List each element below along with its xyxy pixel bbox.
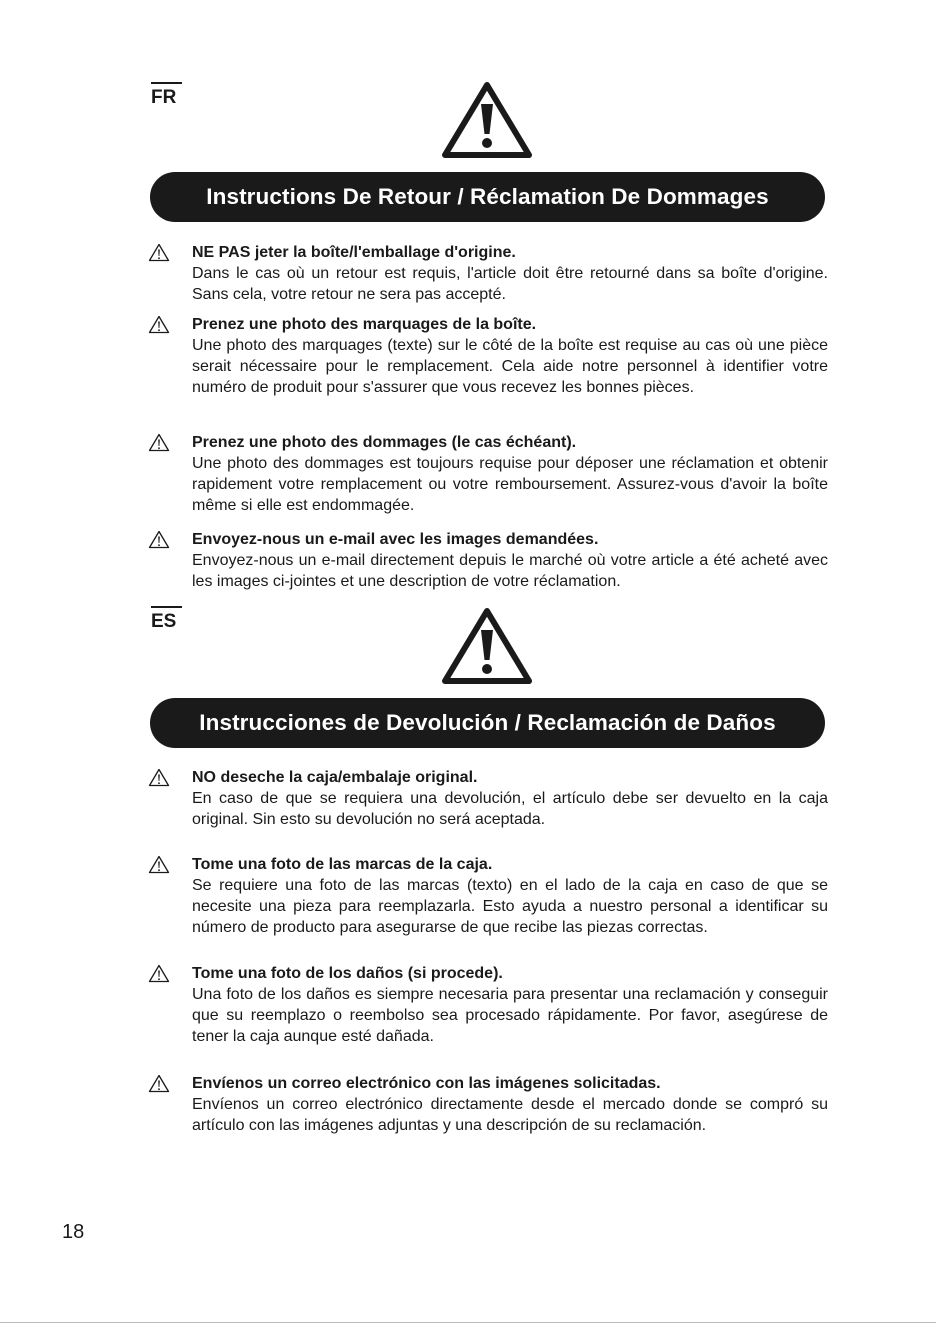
instruction-title: Envoyez-nous un e-mail avec les images demandées. (192, 531, 599, 548)
instruction-title: Prenez une photo des marquages de la boîte. (192, 316, 537, 333)
warning-triangle-icon (148, 855, 170, 874)
instruction-item (148, 242, 828, 305)
instruction-item (148, 529, 828, 592)
instruction-item (148, 854, 828, 938)
bottom-rule (0, 1322, 936, 1323)
instruction-body: Envíenos un correo electrónico directamente desde el mercado donde se compró su artículo con las imágenes adjuntas y una descripción de su reclamación. (192, 1096, 828, 1134)
language-label-es (151, 606, 182, 632)
section-banner: Instrucciones de Devolución / Reclamación de Daños (150, 698, 825, 748)
instruction-body: Una foto de los daños es siempre necesaria para presentar una reclamación y conseguir que su reemplazo o reembolso sea procesado rápidamente. Por favor, asegúrese de tener la caja aunque esté dañada. (192, 986, 828, 1045)
instruction-item (148, 767, 828, 830)
instruction-body: Une photo des dommages est toujours requise pour déposer une réclamation et obtenir rapidement votre remplacement ou votre remboursement. Assurez-vous d'avoir la boîte même si elle est endommagée. (192, 455, 828, 514)
warning-triangle-icon (148, 768, 170, 787)
instruction-body: Se requiere una foto de las marcas (texto) en el lado de la caja en caso de que se necesite una pieza para reemplazarla. Esto ayuda a nuestro personal a identificar su número de producto para asegurarse de que recibe las piezas correctas. (192, 877, 828, 936)
instruction-title: Prenez une photo des dommages (le cas échéant). (192, 434, 577, 451)
instruction-body: Une photo des marquages (texte) sur le côté de la boîte est requise au cas où une pièce serait nécessaire pour le remplacement. Cela aide notre personnel à identifier votre numéro de produit pour s'assurer que vous recevez les bonnes pièces. (192, 337, 828, 396)
language-code: FR (151, 87, 177, 108)
instruction-item (148, 1073, 828, 1136)
warning-triangle-icon (148, 1074, 170, 1093)
warning-triangle-icon (148, 315, 170, 334)
warning-triangle-icon (441, 80, 533, 158)
section-banner: Instructions De Retour / Réclamation De Dommages (150, 172, 825, 222)
instruction-body: Dans le cas où un retour est requis, l'article doit être retourné dans sa boîte d'origine. Sans cela, votre retour ne sera pas accepté. (192, 265, 828, 303)
instruction-body: Envoyez-nous un e-mail directement depuis le marché où votre article a été acheté avec les images ci-jointes et une description de votre réclamation. (192, 552, 828, 590)
instruction-item (148, 314, 828, 398)
instruction-title: NE PAS jeter la boîte/l'emballage d'origine. (192, 244, 516, 261)
instruction-title: NO deseche la caja/embalaje original. (192, 769, 478, 786)
instruction-title: Tome una foto de las marcas de la caja. (192, 856, 493, 873)
instruction-item (148, 432, 828, 516)
instruction-title: Envíenos un correo electrónico con las imágenes solicitadas. (192, 1075, 661, 1092)
warning-triangle-icon (148, 243, 170, 262)
warning-triangle-icon (441, 606, 533, 684)
page-number: 18 (62, 1221, 85, 1243)
instruction-item (148, 963, 828, 1047)
instruction-title: Tome una foto de los daños (si procede). (192, 965, 503, 982)
language-label-fr (151, 82, 182, 108)
warning-triangle-icon (148, 433, 170, 452)
warning-triangle-icon (148, 530, 170, 549)
warning-triangle-icon (148, 964, 170, 983)
language-code: ES (151, 611, 177, 632)
instruction-body: En caso de que se requiera una devolución, el artículo debe ser devuelto en la caja original. Sin esto su devolución no será aceptada. (192, 790, 828, 828)
